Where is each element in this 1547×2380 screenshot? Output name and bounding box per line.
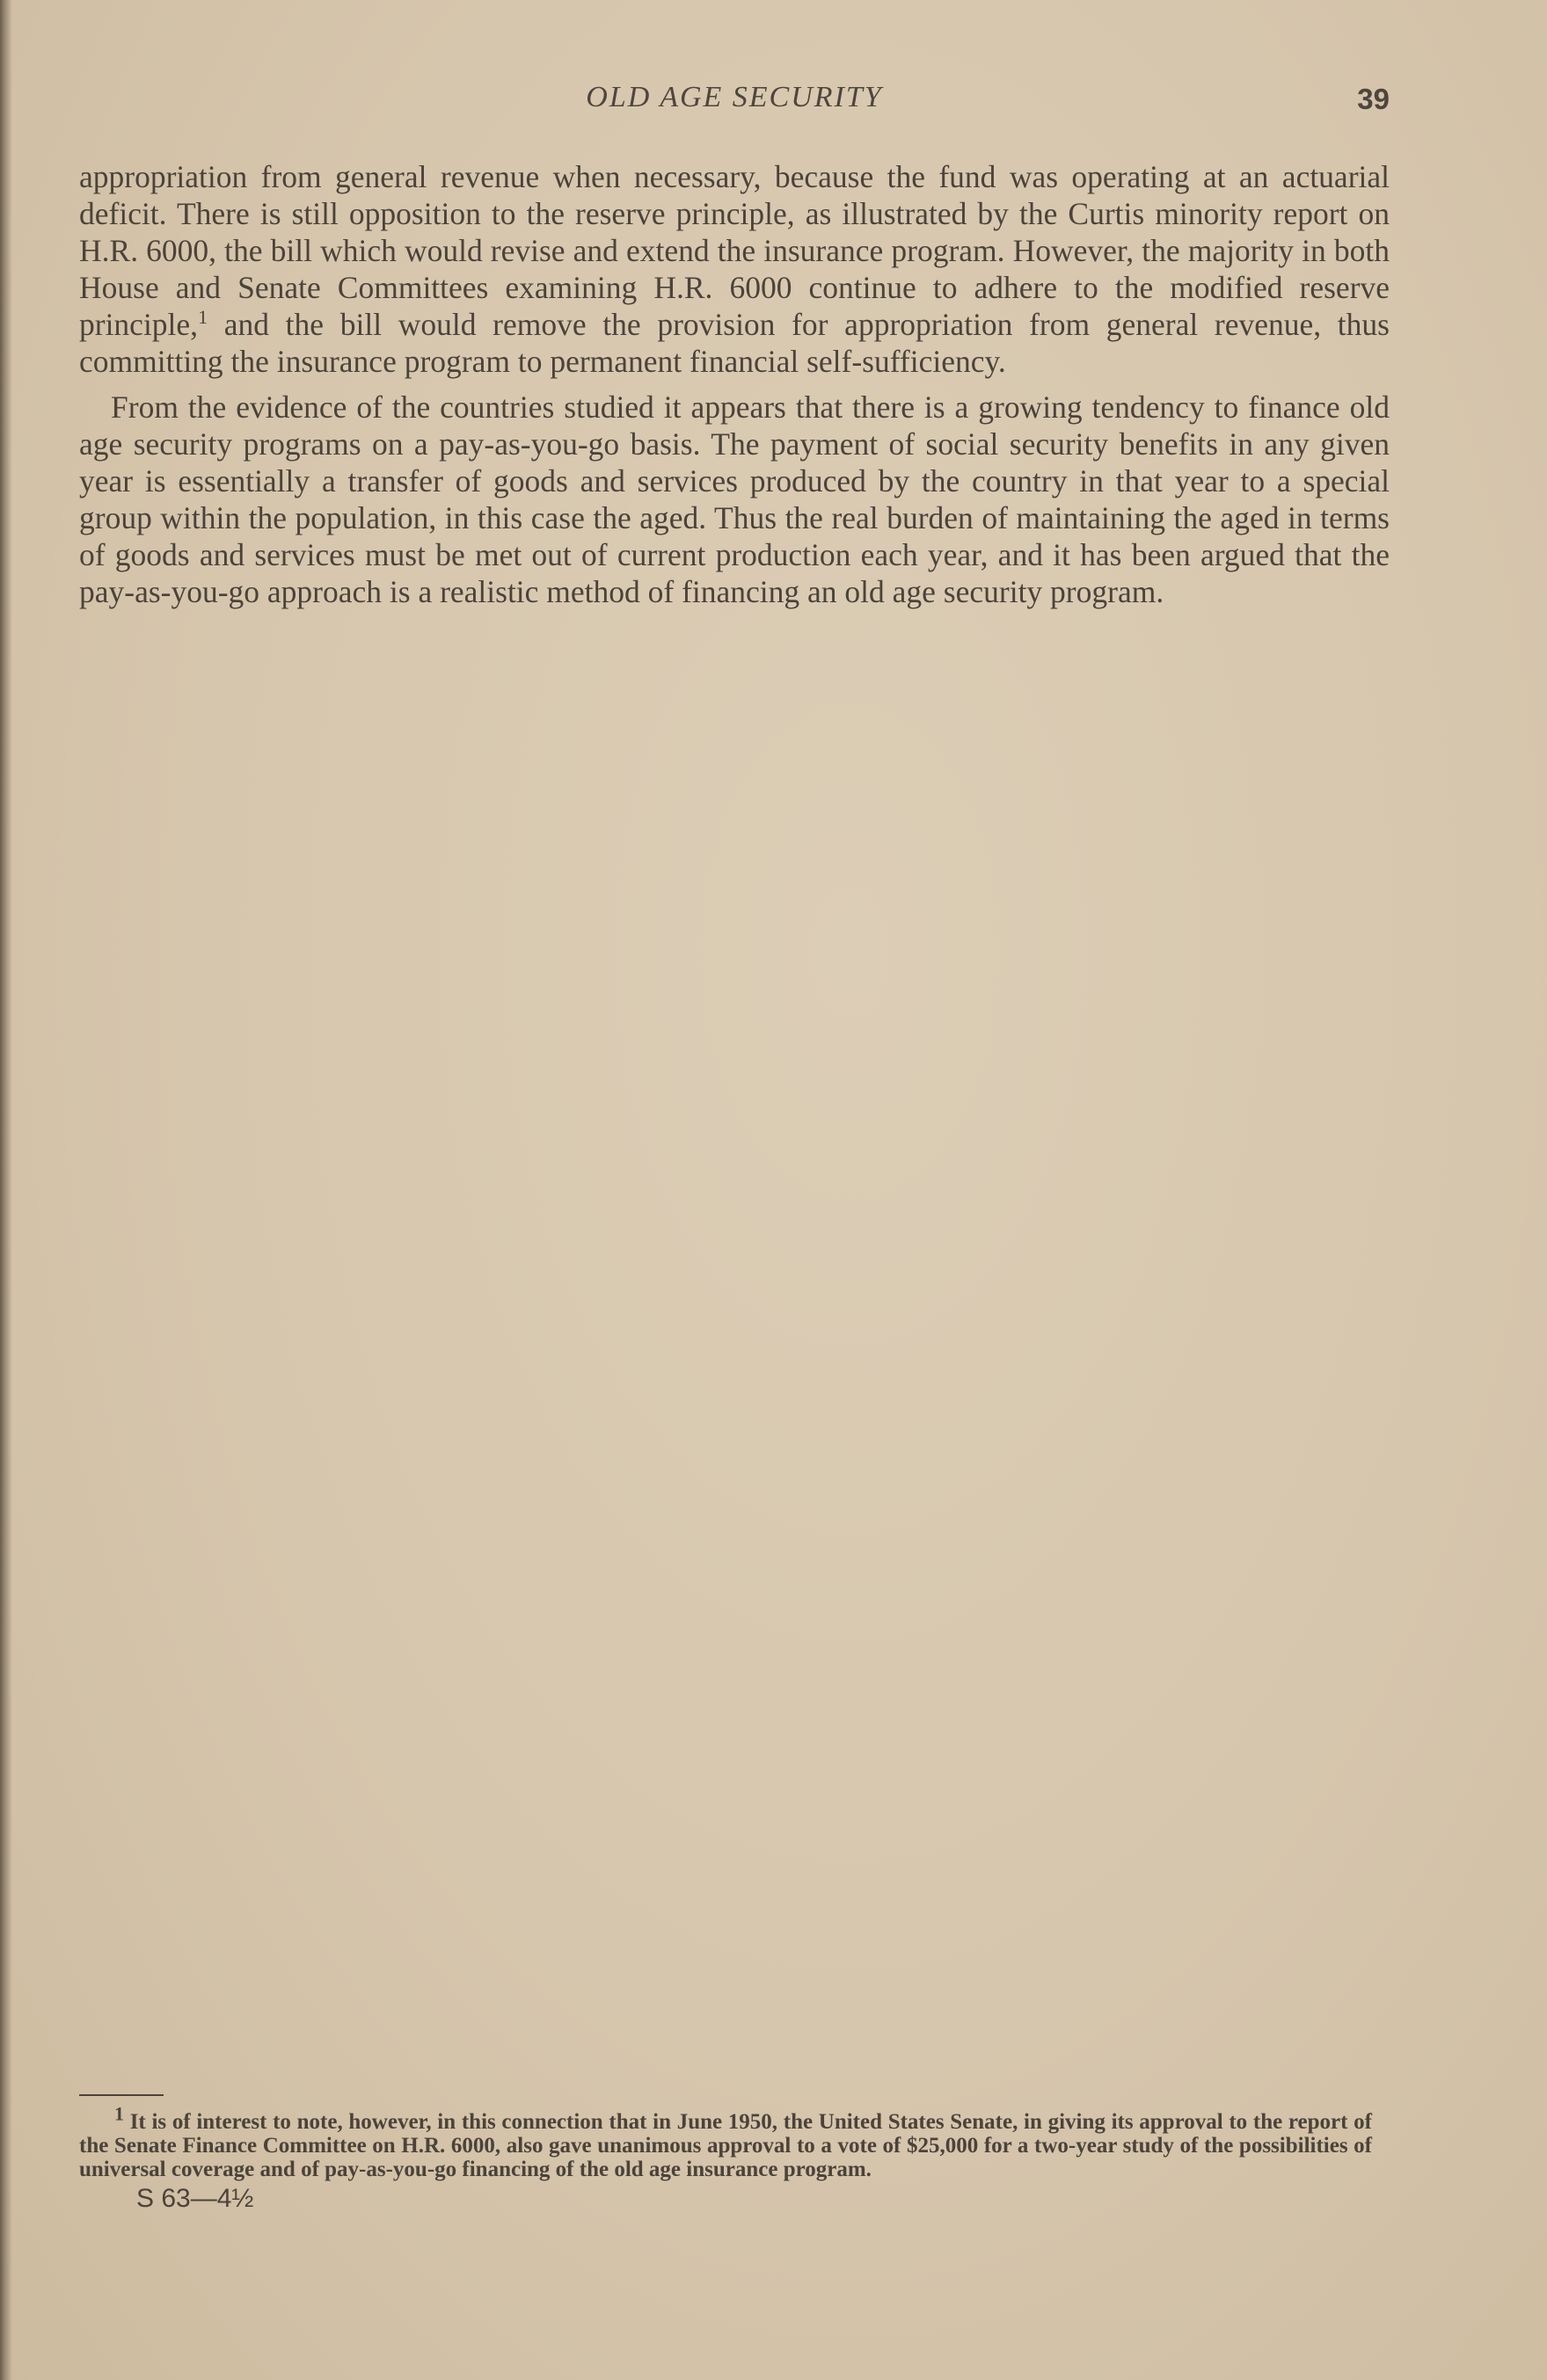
footnote-reference: 1: [198, 306, 208, 329]
footnote-text: It is of interest to note, however, in this connection that in June 1950, the United States Senate, in giving its approval to the report of the Senate Finance Committee on H.R. 6000, also gave unanimous approval to a vote of $25,000 for a two-year study of the possibilities of universal coverage and of pay-as-you-go financing of the old age insurance program.: [79, 2110, 1372, 2181]
paragraph-1: [79, 158, 1390, 380]
page-header: [79, 81, 1390, 125]
signature-mark: S 63—4½: [136, 2184, 254, 2213]
footnote-divider: [79, 2094, 164, 2096]
footnote-marker: 1: [114, 2102, 124, 2125]
footnote-body: [79, 2102, 1372, 2181]
paragraph-1-text-a: appropriation from general revenue when necessary, because the fund was operating at an actuarial deficit. There is still opposition to the reserve principle, as illustrated by the Curtis minority report on H.R. 6000, the bill which would revise and extend the insurance program. However, the majority in both House and Senate Committees examining H.R. 6000 continue to adhere to the modified reserve principle,: [79, 159, 1390, 342]
footnote: [79, 2102, 1372, 2181]
page-binding-edge: [0, 0, 12, 2380]
paragraph-2: From the evidence of the countries studied it appears that there is a growing tendency to finance old age security programs on a pay-as-you-go basis. The payment of social security benefits in any given year is essentially a transfer of goods and services produced by the country in that year to a special group within the population, in this case the aged. Thus the real burden of maintaining the aged in terms of goods and services must be met out of current production each year, and it has been argued that the pay-as-you-go approach is a realistic method of financing an old age security program.: [79, 389, 1390, 609]
running-head: OLD AGE SECURITY: [586, 81, 883, 113]
paragraph-1-text-b: and the bill would remove the provision for appropriation from general revenue, thus committing the insurance program to permanent financial self-sufficiency.: [79, 307, 1390, 379]
body-text: [79, 158, 1390, 619]
page-number: 39: [1357, 83, 1390, 115]
